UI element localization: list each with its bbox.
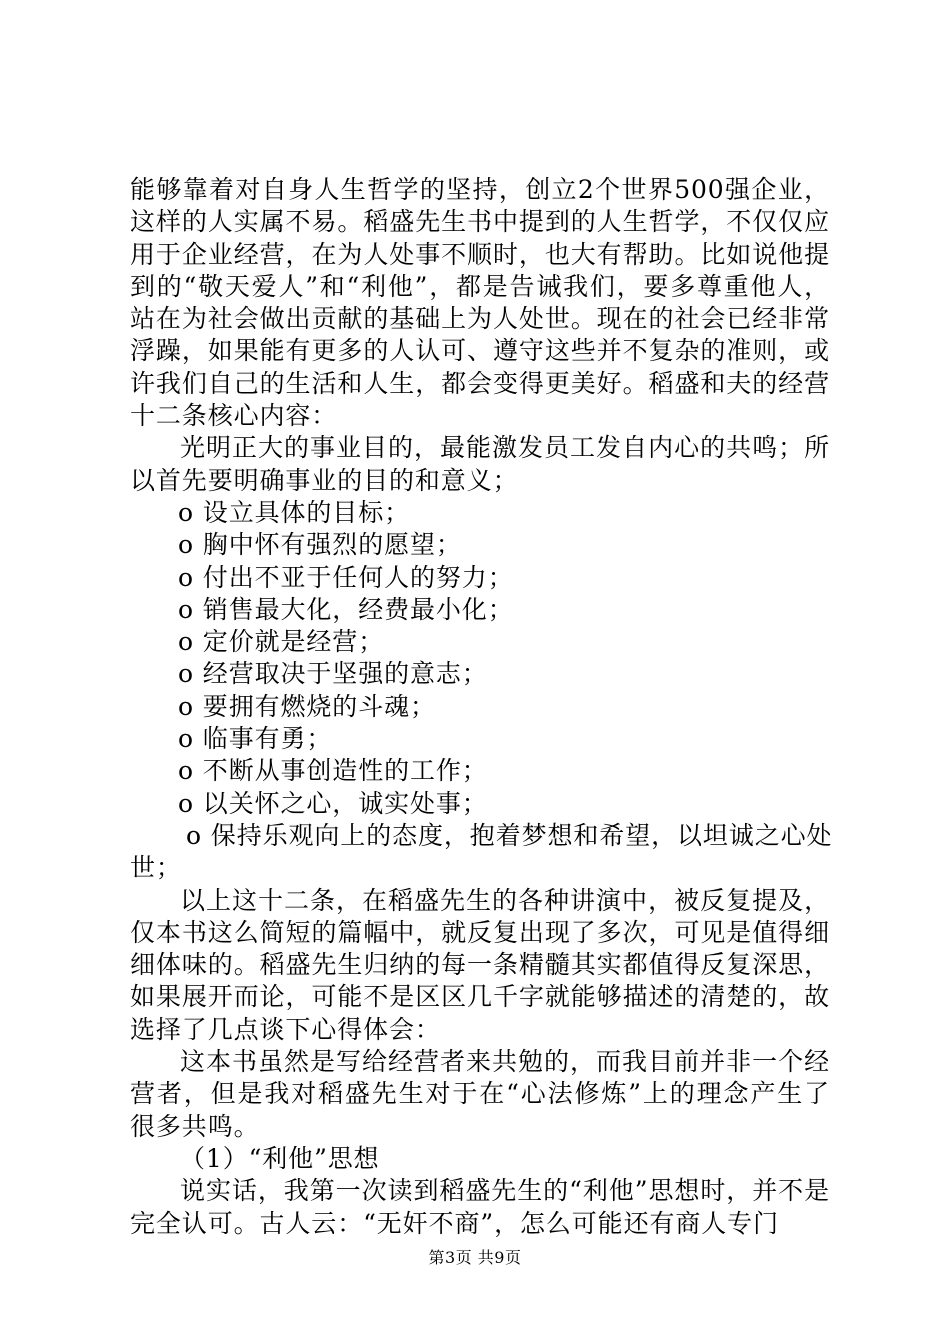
document-body (130, 174, 833, 1240)
list-item-last-line2: 世； (130, 853, 182, 883)
closing-paragraph: 说实话，我第一次读到稻盛先生的“利他”思想时，并不是完全认可。古人云：“无奸不商”，怎么可能还有商人专门 (130, 1176, 830, 1238)
list-item: o 临事有勇； (178, 724, 333, 754)
principle-intro-paragraph: 光明正大的事业目的，最能激发员工发自内心的共鸣；所以首先要明确事业的目的和意义； (130, 433, 830, 495)
section-heading: （1）“利他”思想 (180, 1143, 380, 1173)
page-number-footer: 第3页 共9页 (428, 1248, 522, 1267)
list-item: o 要拥有燃烧的斗魂； (178, 691, 436, 721)
list-item: o 不断从事创造性的工作； (178, 756, 488, 786)
reader-paragraph: 这本书虽然是写给经营者来共勉的，而我目前并非一个经营者，但是我对稻盛先生对于在“心法修炼”上的理念产生了很多共鸣。 (130, 1047, 830, 1141)
list-item: o 销售最大化，经费最小化； (178, 594, 514, 624)
list-item-last (130, 820, 833, 885)
list-item: o 经营取决于坚强的意志； (178, 659, 488, 689)
list-item-last-line1: o 保持乐观向上的态度，抱着梦想和希望，以坦诚之心处 (186, 820, 833, 850)
list-item: o 胸中怀有强烈的愿望； (178, 530, 462, 560)
list-item: o 付出不亚于任何人的努力； (178, 562, 514, 592)
list-item: o 设立具体的目标； (178, 497, 410, 527)
summary-paragraph: 以上这十二条，在稻盛先生的各种讲演中，被反复提及，仅本书这么简短的篇幅中，就反复出现了多次，可见是值得细细体味的。稻盛先生归纳的每一条精髓其实都值得反复深思，如果展开而论，可能不是区区几千字就能够描述的清楚的，故选择了几点谈下心得体会： (130, 885, 830, 1044)
list-item: o 定价就是经营； (178, 627, 385, 657)
intro-paragraph: 能够靠着对自身人生哲学的坚持，创立2个世界500强企业，这样的人实属不易。稻盛先生书中提到的人生哲学，不仅仅应用于企业经营，在为人处事不顺时，也大有帮助。比如说他提到的“敬天爱人”和“利他”，都是告诫我们，要多尊重他人，站在为社会做出贡献的基础上为人处世。现在的社会已经非常浮躁，如果能有更多的人认可、遵守这些并不复杂的准则，或许我们自己的生活和人生，都会变得更美好。稻盛和夫的经营十二条核心内容： (130, 175, 830, 431)
list-item: o 以关怀之心，诚实处事； (178, 788, 488, 818)
